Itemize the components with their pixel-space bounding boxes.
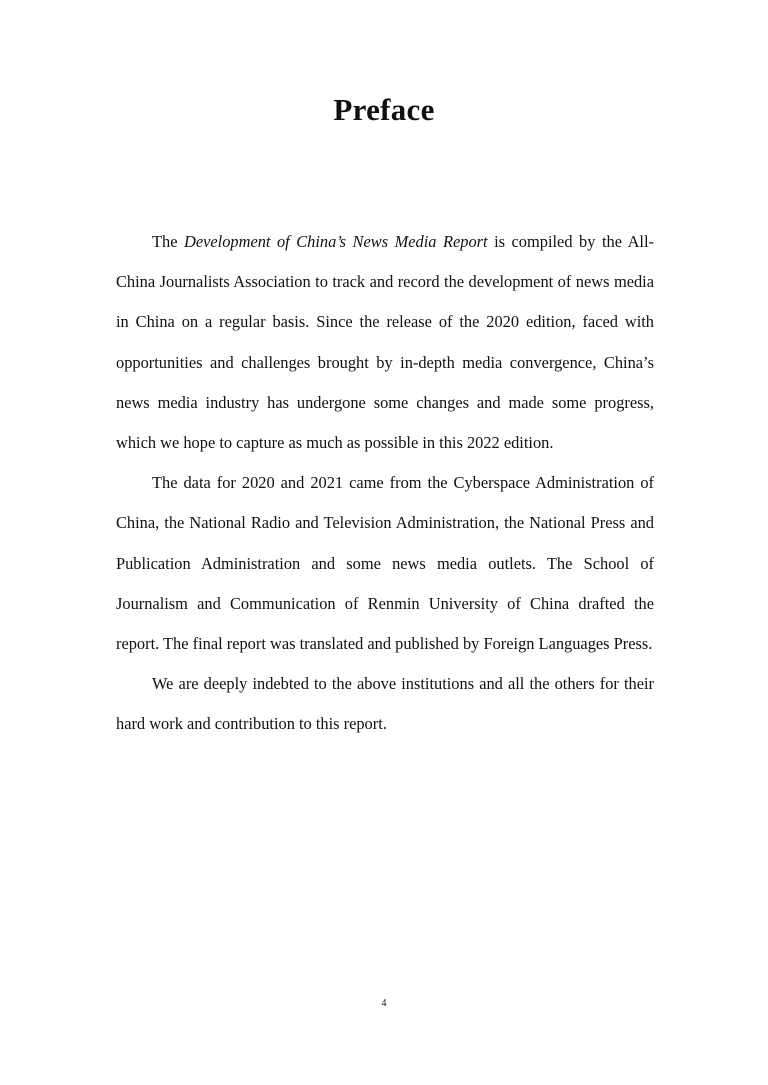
paragraph-1-rest: is compiled by the All-China Journalists Association to track and record the development of news media in China on a regular basis. Since the release of the 2020 edition, faced with opportunities and challenges brought by in-depth media convergence, China’s news media industry has undergone some changes and made some progress, which we hope to capture as much as possible in this 2022 edition.	[116, 232, 654, 453]
paragraph-1-lead: The	[152, 232, 184, 251]
report-title-italic: Development of China’s News Media Report	[184, 232, 488, 251]
page-title: Preface	[333, 92, 435, 127]
page-number: 4	[381, 998, 387, 1009]
paragraph-3: We are deeply indebted to the above institutions and all the others for their hard work and contribution to this report.	[116, 674, 654, 734]
paragraph-1	[116, 222, 654, 463]
preface-body	[116, 222, 654, 745]
paragraph-2: The data for 2020 and 2021 came from the Cyberspace Administration of China, the National Radio and Television Administration, the National Press and Publication Administration and some news media outlets. The School of Journalism and Communication of Renmin University of China drafted the report. The final report was translated and published by Foreign Languages Press.	[116, 473, 654, 654]
